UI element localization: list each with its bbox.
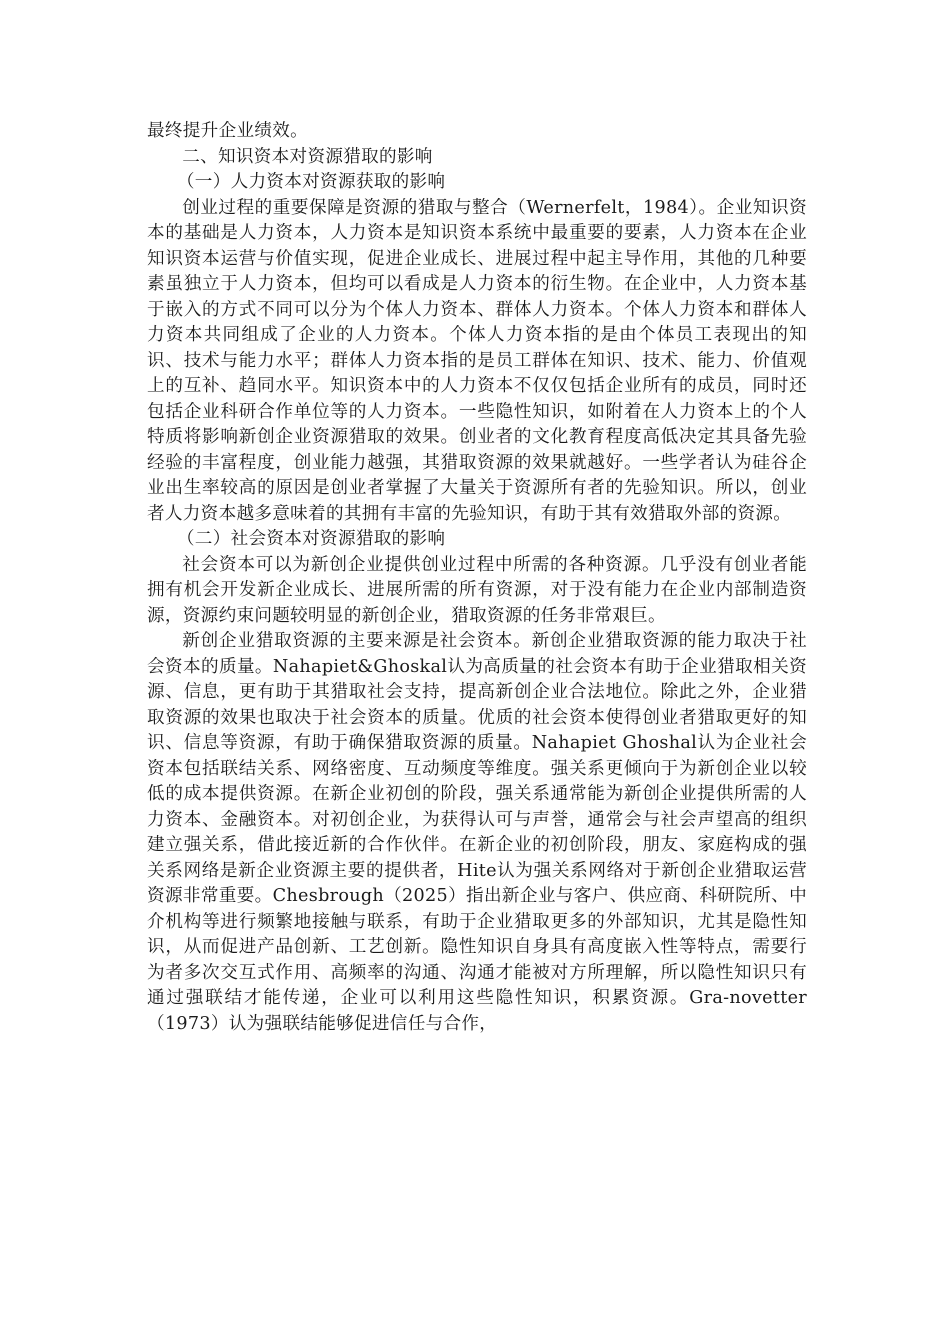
paragraph-social-capital-intro: 社会资本可以为新创企业提供创业过程中所需的各种资源。几乎没有创业者能拥有机会开发新企业成长、进展所需的所有资源，对于没有能力在企业内部制造资源，资源约束问题较明显的新创企业，猎取资源的任务非常艰巨。 (147, 554, 807, 626)
section-heading-knowledge-capital: 二、知识资本对资源猎取的影响 (182, 146, 433, 167)
paragraph-conclusion: 最终提升企业绩效。 (147, 121, 309, 141)
paragraph-human-capital: 创业过程的重要保障是资源的猎取与整合（Wernerfelt，1984）。企业知识资本的基础是人力资本，人力资本是知识资本系统中最重要的要素，人力资本在企业知识资本运营与价值实现，促进企业成长、进展过程中起主导作用，其他的几种要素虽独立于人力资本，但均可以看成是人力资本的衍生物。在企业中，人力资本基于嵌入的方式不同可以分为个体人力资本、群体人力资本。个体人力资本和群体人力资本共同组成了企业的人力资本。个体人力资本指的是由个体员工表现出的知识、技术与能力水平；群体人力资本指的是员工群体在知识、技术、能力、价值观上的互补、趋同水平。知识资本中的人力资本不仅仅包括企业所有的成员，同时还包括企业科研合作单位等的人力资本。一些隐性知识，如附着在人力资本上的个人特质将影响新创企业资源猎取的效果。创业者的文化教育程度高低决定其具备先验经验的丰富程度，创业能力越强，其猎取资源的效果就越好。一些学者认为硅谷企业出生率较高的原因是创业者掌握了大量关于资源所有者的先验知识。所以，创业者人力资本越多意味着的其拥有丰富的先验知识，有助于其有效猎取外部的资源。 (147, 197, 807, 524)
subsection-heading-human-capital: （一）人力资本对资源获取的影响 (176, 172, 446, 192)
subsection-heading-social-capital: （二）社会资本对资源猎取的影响 (176, 529, 446, 549)
document-page (147, 119, 807, 1037)
paragraph-social-capital-source: 新创企业猎取资源的主要来源是社会资本。新创企业猎取资源的能力取决于社会资本的质量。Nahapiet&Ghoskal认为高质量的社会资本有助于企业猎取相关资源、信息，更有助于其猎取社会支持，提高新创企业合法地位。除此之外，企业猎取资源的效果也取决于社会资本的质量。优质的社会资本使得创业者猎取更好的知识、信息等资源，有助于确保猎取资源的质量。Nahapiet Ghoshal认为企业社会资本包括联结关系、网络密度、互动频度等维度。强关系更倾向于为新创企业以较低的成本提供资源。在新企业初创的阶段，强关系通常能为新创企业提供所需的人力资本、金融资本。对初创企业，为获得认可与声誉，通常会与社会声望高的组织建立强关系，借此接近新的合作伙伴。在新企业的初创阶段，朋友、家庭构成的强关系网络是新企业资源主要的提供者，Hite认为强关系网络对于新创企业猎取运营资源非常重要。Chesbrough（2025）指出新企业与客户、供应商、科研院所、中介机构等进行频繁地接触与联系，有助于企业猎取更多的外部知识，尤其是隐性知识，从而促进产品创新、工艺创新。隐性知识自身具有高度嵌入性等特点，需要行为者多次交互式作用、高频率的沟通、沟通才能被对方所理解，所以隐性知识只有通过强联结才能传递，企业可以利用这些隐性知识，积累资源。Gra-novetter（1973）认为强联结能够促进信任与合作， (147, 631, 807, 1034)
